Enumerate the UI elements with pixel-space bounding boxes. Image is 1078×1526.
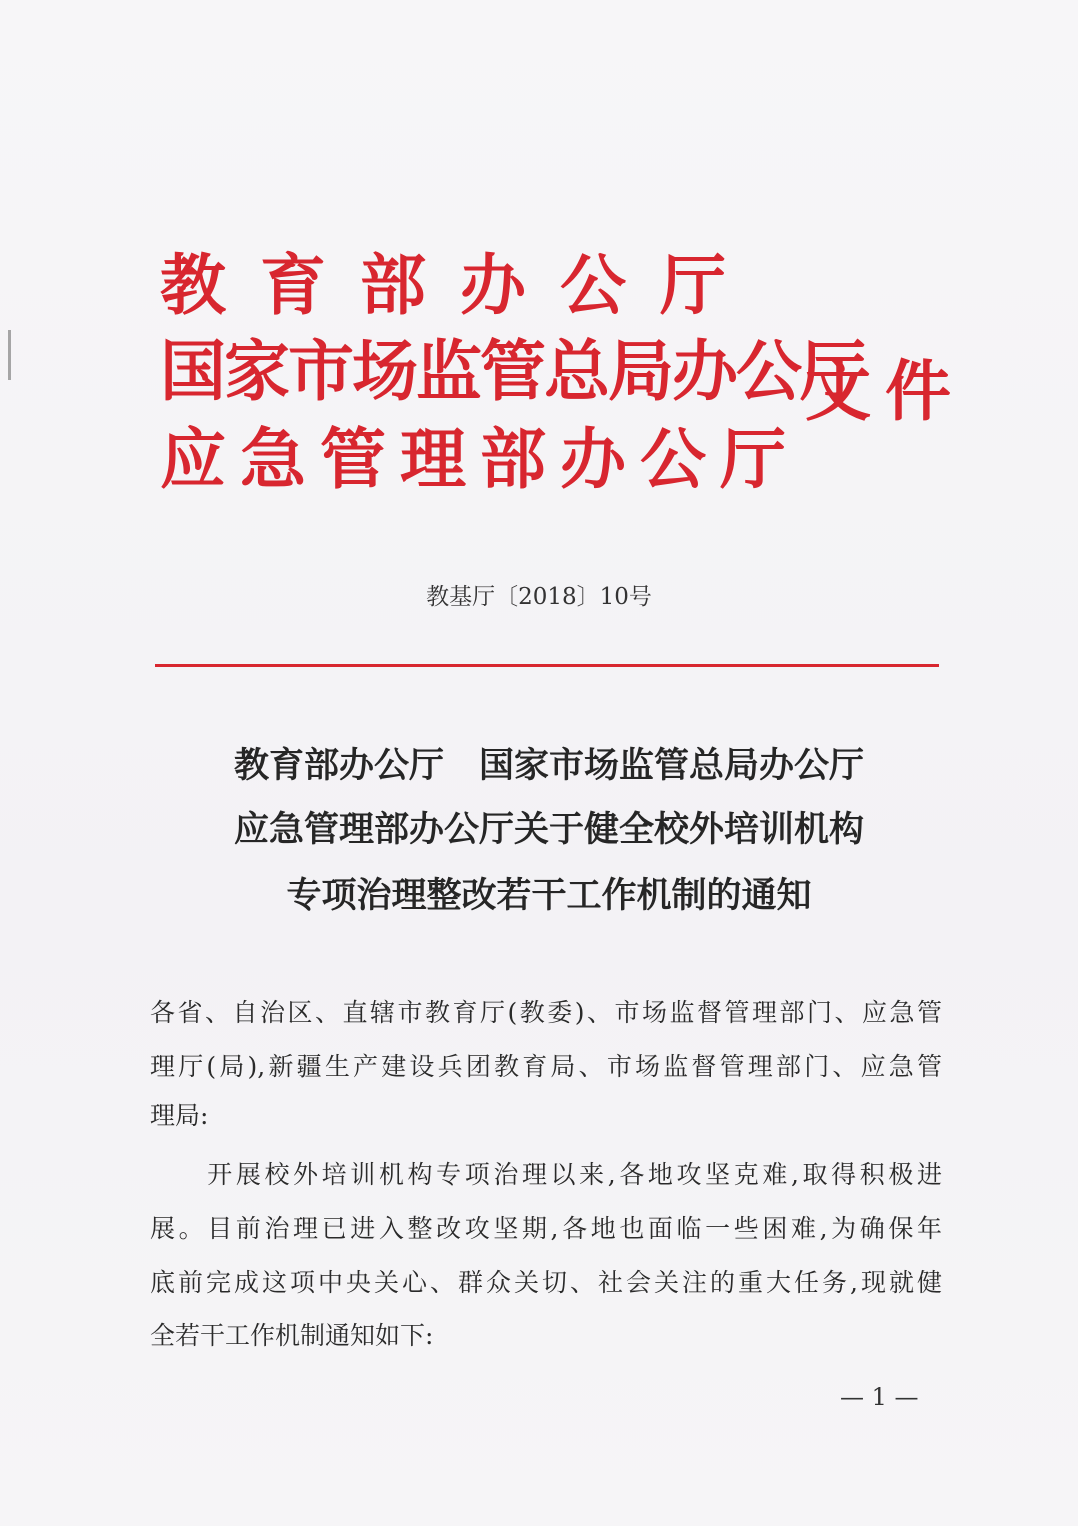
issuer-emergency-management: 应急管理部办公厅 [160,420,800,498]
body-line-4: 全若干工作机制通知如下: [150,1321,434,1350]
addressee-line-2: 理厅(局),新疆生产建设兵团教育局、市场监督管理部门、应急管 [150,1052,942,1081]
page-number: — 1 — [840,1383,919,1411]
document-label: 文件 [805,352,965,430]
body-line-3: 底前完成这项中央关心、群众关切、社会关注的重大任务,现就健 [150,1268,942,1297]
body-line-2: 展。目前治理已进入整改攻坚期,各地也面临一些困难,为确保年 [150,1214,942,1243]
title-line-3: 专项治理整改若干工作机制的通知 [286,875,812,916]
page-edge-mark [8,330,11,380]
red-divider [155,664,939,667]
addressee-line-3: 理局: [150,1101,209,1130]
issuer-market-regulation: 国家市场监管总局办公厅 [160,332,864,410]
issuer-ministry-education: 教育部办公厅 [160,246,760,324]
document-number: 教基厅〔2018〕10号 [426,584,652,610]
addressee-line-1: 各省、自治区、直辖市教育厅(教委)、市场监督管理部门、应急管 [150,998,942,1027]
title-line-2: 应急管理部办公厅关于健全校外培训机构 [233,809,864,850]
body-line-1: 开展校外培训机构专项治理以来,各地攻坚克难,取得积极进 [150,1160,942,1189]
title-line-1: 教育部办公厅 国家市场监管总局办公厅 [233,745,864,786]
